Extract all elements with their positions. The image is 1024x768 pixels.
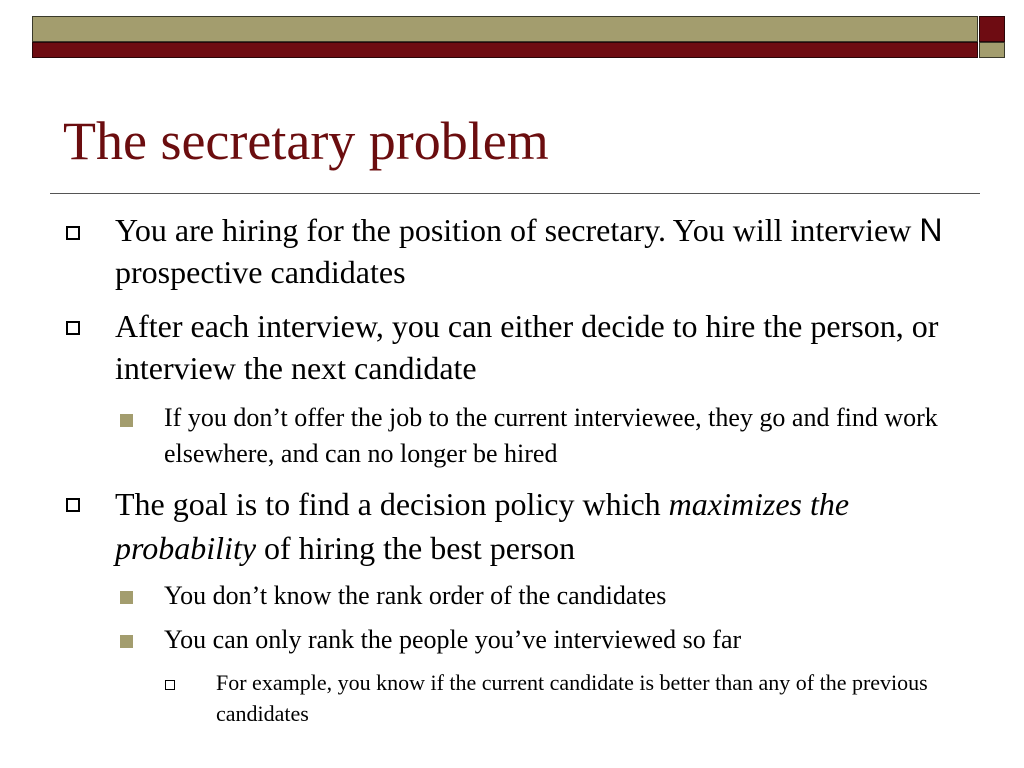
- filled-square-icon: [120, 591, 133, 604]
- bullet-text: of hiring the best person: [256, 530, 576, 566]
- bullet-item: [115, 482, 975, 570]
- filled-square-icon: [120, 414, 133, 427]
- hollow-square-icon: [66, 321, 80, 335]
- sub-sub-bullet-item: For example, you know if the current candidate is better than any of the previous candidates: [216, 670, 928, 726]
- sub-bullet-item: If you don’t offer the job to the current interviewee, they go and find work elsewhere, and can no longer be hired: [164, 403, 938, 468]
- bullet-item: [115, 209, 975, 293]
- hollow-square-icon: [66, 226, 80, 240]
- bullet-text: The goal is to find a decision policy which: [115, 486, 669, 522]
- bullet-text: prospective candidates: [115, 254, 406, 290]
- filled-square-icon: [120, 635, 133, 648]
- variable-n: N: [919, 212, 943, 248]
- bullet-text: You are hiring for the position of secretary. You will interview: [115, 212, 920, 248]
- slide-title: The secretary problem: [63, 111, 549, 171]
- sub-bullet-item: You don’t know the rank order of the candidates: [164, 581, 667, 610]
- emphasis-text: maximizes the probability: [115, 486, 850, 566]
- hollow-square-icon: [66, 498, 80, 512]
- hollow-square-icon: [165, 680, 175, 690]
- bullet-item: After each interview, you can either decide to hire the person, or interview the next candidate: [115, 308, 939, 386]
- sub-bullet-item: You can only rank the people you’ve interviewed so far: [164, 625, 742, 654]
